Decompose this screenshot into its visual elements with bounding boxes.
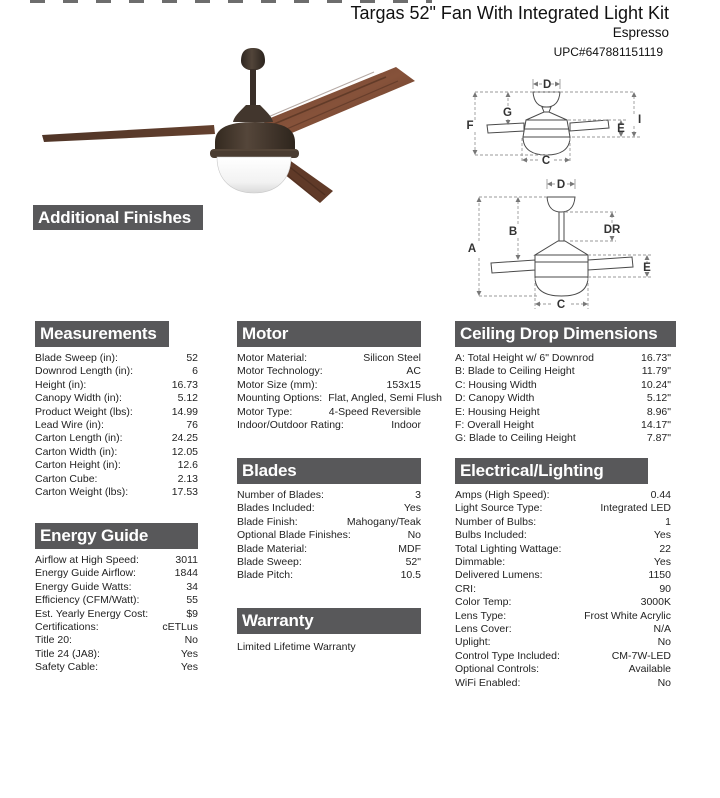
section-measurements	[35, 321, 198, 499]
spec-label: D: Canopy Width	[455, 392, 535, 405]
spec-row	[35, 419, 198, 432]
spec-row	[35, 392, 198, 405]
spec-label: Carton Weight (lbs):	[35, 486, 129, 499]
spec-label: Motor Size (mm):	[237, 378, 318, 391]
dim-label-d-flush: D	[543, 79, 552, 91]
spec-label: Total Lighting Wattage:	[455, 542, 562, 555]
spec-row	[237, 365, 421, 378]
spec-row	[237, 556, 421, 569]
fan-neck	[233, 105, 273, 122]
ceiling-drop-title-bar: Ceiling Drop Dimensions	[455, 321, 676, 347]
spec-label: Blade Finish:	[237, 515, 298, 528]
spec-label: Lead Wire (in):	[35, 419, 104, 432]
product-photo	[30, 45, 450, 305]
spec-value: Integrated LED	[600, 502, 671, 515]
spec-row	[35, 648, 198, 661]
spec-value: Mahogany/Teak	[346, 515, 421, 528]
spec-value: 6	[192, 365, 198, 378]
spec-row	[455, 365, 671, 378]
spec-value: 8.96"	[646, 405, 671, 418]
dim-label-d-downrod: D	[556, 179, 566, 191]
spec-row	[455, 543, 671, 556]
spec-value: Yes	[653, 556, 671, 569]
spec-label: Downrod Length (in):	[35, 365, 134, 378]
motor-title-bar: Motor	[237, 321, 421, 347]
spec-row	[237, 569, 421, 582]
spec-row	[35, 661, 198, 674]
spec-label: Blade Material:	[237, 542, 308, 555]
spec-label: CRI:	[455, 582, 476, 595]
spec-value: 7.87"	[646, 432, 671, 445]
warranty-text: Limited Lifetime Warranty	[237, 641, 356, 653]
spec-row	[35, 634, 198, 647]
fan-canopy	[241, 48, 265, 70]
spec-value: 12.6	[177, 459, 198, 472]
spec-label: Dimmable:	[455, 556, 506, 569]
spec-row	[455, 352, 671, 365]
spec-label: F: Overall Height	[455, 419, 534, 432]
spec-row	[455, 583, 671, 596]
spec-label: C: Housing Width	[455, 378, 537, 391]
spec-row	[455, 379, 671, 392]
spec-label: Efficiency (CFM/Watt):	[35, 594, 140, 607]
spec-label: Color Temp:	[455, 596, 512, 609]
spec-value: 1844	[174, 567, 198, 580]
electrical-title-bar: Electrical/Lighting	[455, 458, 648, 484]
spec-value: 0.44	[650, 489, 671, 501]
section-energy-guide	[35, 523, 198, 675]
spec-row	[35, 365, 198, 378]
measurements-rows	[35, 352, 198, 499]
spec-label: Mounting Options:	[237, 392, 323, 405]
spec-row	[455, 610, 671, 623]
spec-label: A: Total Height w/ 6" Downrod	[455, 352, 594, 364]
spec-label: Lens Type:	[455, 609, 507, 622]
section-electrical-lighting	[455, 458, 676, 690]
spec-row	[455, 636, 671, 649]
spec-row	[455, 677, 671, 690]
spec-row	[455, 650, 671, 663]
spec-value: cETLus	[162, 621, 198, 634]
spec-value: 22	[659, 542, 671, 555]
section-blades	[237, 458, 421, 583]
spec-row	[237, 419, 421, 432]
motor-rows	[237, 352, 443, 432]
dim-label-g: G	[503, 107, 512, 119]
spec-row	[455, 502, 671, 515]
spec-label: E: Housing Height	[455, 405, 540, 418]
additional-finishes-title-bar: Additional Finishes	[33, 205, 203, 230]
spec-label: Safety Cable:	[35, 661, 99, 674]
spec-value: AC	[406, 365, 421, 378]
spec-row	[455, 489, 671, 502]
spec-label: Motor Type:	[237, 405, 293, 418]
spec-row	[455, 406, 671, 419]
spec-label: Uplight:	[455, 636, 491, 649]
spec-value: No	[657, 636, 671, 649]
spec-value: Yes	[403, 502, 421, 515]
spec-row	[237, 502, 421, 515]
spec-label: Carton Length (in):	[35, 432, 123, 445]
downrod-dimension-lines	[479, 179, 652, 309]
spec-value: 76	[186, 419, 198, 432]
spec-label: Blade Sweep:	[237, 556, 302, 569]
spec-row	[35, 432, 198, 445]
spec-value: Indoor	[391, 419, 421, 432]
spec-label: Product Weight (lbs):	[35, 405, 133, 418]
spec-label: Control Type Included:	[455, 649, 560, 662]
dim-label-c-flush: C	[541, 155, 551, 167]
energy-guide-title-bar: Energy Guide	[35, 523, 198, 549]
spec-label: Canopy Width (in):	[35, 392, 122, 405]
spec-value: 52"	[405, 556, 421, 569]
spec-value: No	[407, 529, 421, 542]
spec-label: Airflow at High Speed:	[35, 554, 139, 566]
section-motor	[237, 321, 443, 432]
spec-row	[35, 379, 198, 392]
spec-label: Height (in):	[35, 378, 87, 391]
spec-row	[237, 529, 421, 542]
spec-row	[455, 392, 671, 405]
dim-label-f: F	[466, 120, 474, 132]
spec-value: 16.73"	[640, 352, 671, 364]
spec-label: WiFi Enabled:	[455, 676, 521, 689]
spec-value: MDF	[398, 542, 421, 555]
spec-value: 14.17"	[640, 419, 671, 432]
spec-label: Carton Height (in):	[35, 459, 121, 472]
spec-value: $9	[186, 607, 198, 620]
blades-title-bar: Blades	[237, 458, 421, 484]
spec-value: 3000K	[640, 596, 671, 609]
spec-row	[35, 581, 198, 594]
section-ceiling-drop-dimensions	[455, 321, 676, 446]
spec-label: Title 24 (JA8):	[35, 647, 100, 660]
spec-row	[237, 352, 421, 365]
spec-label: Delivered Lumens:	[455, 569, 543, 582]
spec-value: CM-7W-LED	[611, 649, 671, 662]
spec-row	[35, 473, 198, 486]
spec-label: Certifications:	[35, 621, 99, 634]
spec-row	[35, 554, 198, 567]
spec-value: 2.13	[177, 472, 198, 485]
finish-name: Espresso	[612, 25, 669, 40]
dim-label-c-downrod: C	[556, 299, 566, 311]
spec-row	[455, 556, 671, 569]
spec-row	[237, 543, 421, 556]
spec-label: Blade Pitch:	[237, 569, 294, 582]
dimension-diagrams	[458, 76, 718, 314]
spec-row	[35, 406, 198, 419]
spec-label: Motor Technology:	[237, 365, 323, 378]
dim-label-a: A	[467, 243, 477, 255]
spec-row	[455, 623, 671, 636]
spec-label: Number of Blades:	[237, 489, 324, 501]
spec-value: 16.73	[171, 378, 198, 391]
spec-value: No	[184, 634, 198, 647]
spec-row	[455, 419, 671, 432]
spec-value: 5.12"	[646, 392, 671, 405]
spec-value: 14.99	[171, 405, 198, 418]
spec-value: Yes	[653, 529, 671, 542]
spec-value: 34	[186, 580, 198, 593]
spec-row	[35, 594, 198, 607]
spec-label: Indoor/Outdoor Rating:	[237, 419, 344, 432]
fan-light-lens	[217, 157, 291, 193]
spec-value: 90	[659, 582, 671, 595]
dim-label-dr: DR	[603, 224, 621, 236]
spec-label: Light Source Type:	[455, 502, 543, 515]
spec-label: Energy Guide Watts:	[35, 580, 132, 593]
spec-value: 3	[415, 489, 421, 501]
spec-value: N/A	[653, 623, 671, 636]
fan-blade-left	[42, 125, 215, 142]
section-additional-finishes	[33, 205, 233, 236]
spec-row	[455, 596, 671, 609]
measurements-title-bar: Measurements	[35, 321, 169, 347]
spec-row	[35, 352, 198, 365]
fan-motor-housing	[215, 122, 295, 151]
spec-value: Yes	[180, 647, 198, 660]
spec-value: Flat, Angled, Semi Flush	[328, 392, 443, 405]
spec-label: Amps (High Speed):	[455, 489, 550, 501]
spec-label: Est. Yearly Energy Cost:	[35, 607, 149, 620]
spec-label: Optional Blade Finishes:	[237, 529, 351, 542]
spec-value: 12.05	[171, 445, 198, 458]
ceiling-drop-rows	[455, 352, 671, 446]
upc-code: UPC#647881151119	[553, 45, 663, 59]
spec-row	[35, 621, 198, 634]
dim-label-i: I	[638, 114, 642, 126]
spec-row	[237, 516, 421, 529]
spec-row	[35, 459, 198, 472]
fan-downrod	[250, 69, 256, 107]
spec-label: Number of Bulbs:	[455, 515, 537, 528]
dim-label-e-downrod: E	[643, 262, 651, 274]
page-title: Targas 52" Fan With Integrated Light Kit	[350, 3, 669, 23]
spec-label: G: Blade to Ceiling Height	[455, 432, 576, 445]
spec-value: 153x15	[386, 378, 421, 391]
spec-row	[237, 392, 443, 405]
spec-row	[35, 446, 198, 459]
spec-label: Title 20:	[35, 634, 72, 647]
spec-label: Blade Sweep (in):	[35, 352, 118, 364]
spec-row	[455, 432, 671, 445]
spec-value: 55	[186, 594, 198, 607]
warranty-title-bar: Warranty	[237, 608, 421, 634]
spec-value: 24.25	[171, 432, 198, 445]
energy-guide-rows	[35, 554, 198, 675]
dim-label-e-flush: E	[617, 123, 625, 135]
spec-row	[237, 406, 421, 419]
spec-value: 11.79"	[641, 365, 671, 378]
spec-row	[237, 379, 421, 392]
spec-row	[455, 569, 671, 582]
spec-value: Frost White Acrylic	[584, 609, 671, 622]
spec-value: 17.53	[171, 486, 198, 499]
spec-label: Bulbs Included:	[455, 529, 527, 542]
spec-value: No	[657, 676, 671, 689]
spec-label: Lens Cover:	[455, 623, 512, 636]
spec-value: 5.12	[177, 392, 198, 405]
spec-row	[455, 663, 671, 676]
section-warranty	[237, 608, 421, 653]
spec-label: B: Blade to Ceiling Height	[455, 365, 575, 378]
spec-value: 1	[665, 515, 671, 528]
spec-value: 10.24"	[640, 378, 671, 391]
spec-value: Available	[628, 663, 671, 676]
spec-label: Carton Width (in):	[35, 445, 118, 458]
spec-row	[35, 567, 198, 580]
electrical-rows	[455, 489, 671, 690]
spec-value: 10.5	[400, 569, 421, 582]
spec-value: 52	[186, 352, 198, 364]
spec-label: Blades Included:	[237, 502, 315, 515]
blades-rows	[237, 489, 421, 583]
spec-label: Energy Guide Airflow:	[35, 567, 136, 580]
spec-value: 3011	[175, 554, 198, 566]
spec-row	[237, 489, 421, 502]
flush-mount-diagram	[487, 92, 609, 155]
dim-label-b: B	[508, 226, 518, 238]
spec-label: Optional Controls:	[455, 663, 540, 676]
spec-label: Carton Cube:	[35, 472, 98, 485]
spec-row	[35, 486, 198, 499]
spec-label: Motor Material:	[237, 352, 308, 364]
spec-value: 1150	[648, 569, 671, 582]
spec-value: Silicon Steel	[363, 352, 421, 364]
spec-value: 4-Speed Reversible	[328, 405, 421, 418]
spec-row	[455, 529, 671, 542]
spec-row	[35, 608, 198, 621]
spec-row	[455, 516, 671, 529]
spec-value: Yes	[180, 661, 198, 674]
